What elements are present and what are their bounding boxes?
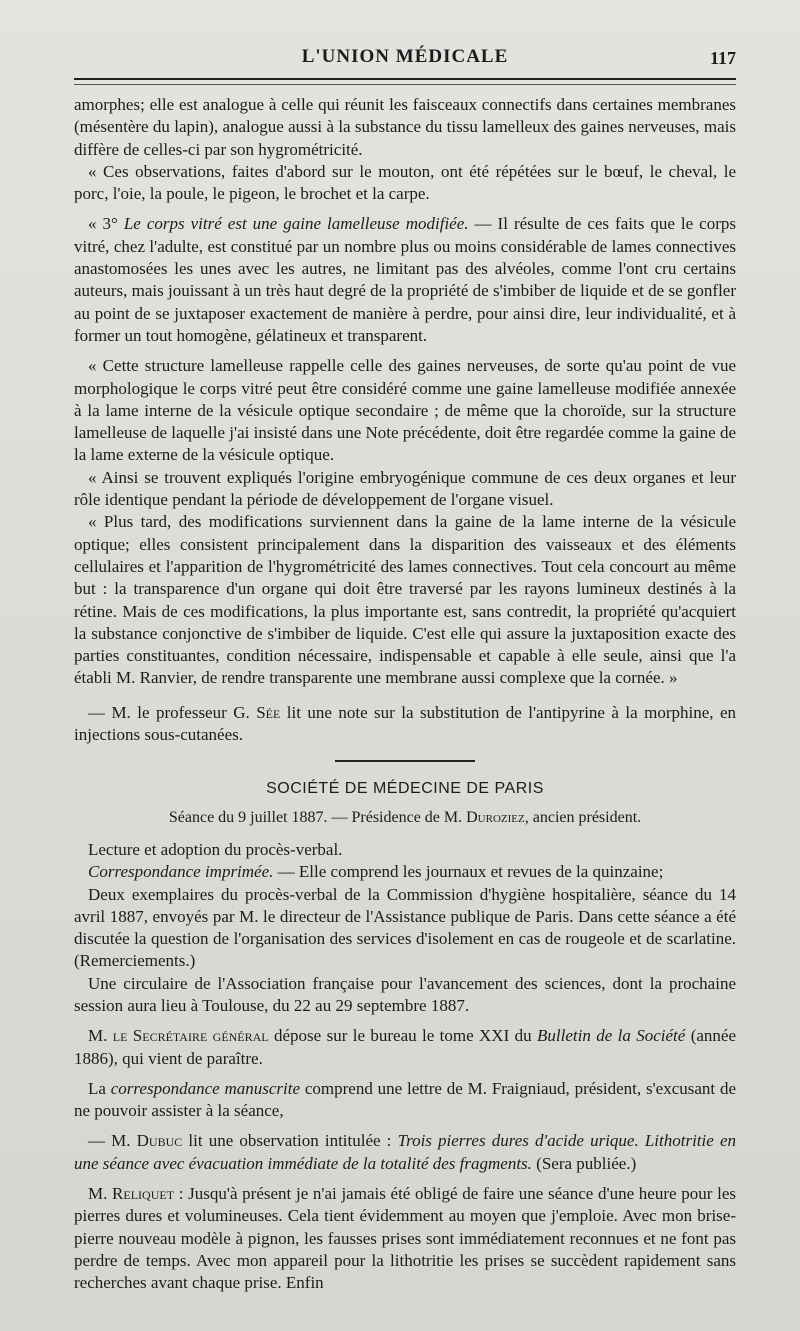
paragraph: Une circulaire de l'Association française pour l'avancement des sciences, dont la prochaine session aura lieu à Toulouse, du 22 au 29 septembre 1887. [74,973,736,1015]
text-run: Séance du 9 juillet 1887. — Présidence de M. [168,808,467,826]
paragraph: « Cette structure lamelleuse rappelle celle des gaines nerveuses, de sorte qu'au point de vue morphologique le corps vitré peut être considéré comme une gaine lamelleuse modifiée annexée à la lame interne de la vésicule optique secondaire ; de même que la choroïde, sur la structure lamelleuse de laquelle j'ai insisté dans une Note précédente, doit être regardée comme la gaine de la lame externe de la vésicule optique. [74,356,736,465]
section-divider [335,760,475,762]
article-body [74,94,736,1295]
author-name: Dubuc [136,1131,183,1151]
text-run: « 3° [88,214,124,234]
author-name: Sée [256,702,281,722]
paragraph: « Ainsi se trouvent expliqués l'origine embryogénique commune de ces deux organes et leur rôle identique pendant la période de développement de l'organe visuel. [74,467,736,510]
text-run: lit une observation intitulée : [182,1131,398,1151]
header-rule [74,78,736,80]
section-heading-italic: Le corps vitré est une gaine lamelleuse modifiée. [123,214,469,234]
journal-title: L'UNION MÉDICALE [301,46,509,67]
paragraph: Deux exemplaires du procès-verbal de la Commission d'hygiène hospitalière, séance du 14 avril 1887, envoyés par M. le directeur de l'Assistance publique de Paris. Dans cette séance a été discutée la question de l'organisation des services d'isolement en cas de rougeole et de scarlatine. (Remerciements.) [74,884,736,971]
society-title: SOCIÉTÉ DE MÉDECINE DE PARIS [266,780,544,798]
text-run: , ancien président. [524,808,642,826]
paragraph: « Ces observations, faites d'abord sur le mouton, ont été répétées sur le bœuf, le cheval, le porc, l'oie, la poule, le pigeon, le brochet et la carpe. [74,161,736,204]
text-run-italic: correspondance manuscrite [110,1078,301,1098]
header-rule-thin [74,84,736,85]
text-run: — M. le professeur G. [88,702,257,722]
secretary-title: le Secrétaire général [112,1026,269,1046]
running-head [74,44,736,72]
seance-line [74,807,736,829]
text-run: La [88,1078,111,1098]
president-name: Duroziez [466,808,525,826]
text-run: (Sera publiée.) [531,1153,637,1173]
text-run-italic: Bulletin de la Société [537,1026,686,1046]
text-run: — M. [88,1131,137,1151]
text-run: (année 1886), qui vient de paraître. [74,1026,736,1068]
paragraph [74,213,736,347]
text-run: comprend une lettre de M. Fraigniaud, président, s'excusant de ne pouvoir assister à la séance, [74,1078,736,1121]
text-run: — Elle comprend les journaux et revues de la quinzaine; [273,862,664,882]
paragraph [74,1025,736,1070]
paragraph [74,1130,736,1175]
paragraph: Lecture et adoption du procès-verbal. [88,839,343,859]
paragraph [74,861,736,883]
text-run: lit une note sur la substitution de l'antipyrine à la morphine, en injections sous-cutanées. [74,702,736,745]
text-run-italic: Correspondance imprimée. [88,862,274,882]
paragraph: « Plus tard, des modifications surviennent dans la gaine de la lame interne de la vésicule optique; elles consistent principalement dans la disparition des vaisseaux et des éléments cellulaires et l'apparition de l'hygrométricité des lames connectives. Tout cela concourt au même but : la transparence d'un organe qui doit être traversé par les rayons lumineux destinés à la rétine. Mais de ces modifications, la plus importante est, sans contredit, la propriété qu'acquiert la substance conjonctive de s'imbiber de liquide. C'est elle qui assure la juxtaposition exacte des parties constituantes, condition nécessaire, indispensable et capable à elle seule, ainsi que l'a établi M. Ranvier, de rendre transparente une membrane aussi complexe que la cornée. » [74,512,736,688]
paragraph [74,1078,736,1123]
text-run: : Jusqu'à présent je n'ai jamais été obligé de faire une séance d'une heure pour les pierres dures et volumineuses. Cela tient évidemment au moyen que j'emploie. Avec mon brise-pierre nouveau modèle à pignon, les fausses prises sont immédiatement reconnues et ne font pas perdre de temps. Avec mon appareil pour la lithotritie les prises se succèdent rapidement sans recherches avant chaque prise. Enfin [74,1184,736,1293]
text-run: dépose sur le bureau le tome XXI du [268,1026,537,1046]
paragraph [74,702,736,747]
paragraph: amorphes; elle est analogue à celle qui réunit les faisceaux connectifs dans certaines membranes (mésentère du lapin), analogue aussi à la substance du tissu lamelleux des gaines nerveuses, mais diffère de celles-ci par son hygrométricité. [74,95,736,159]
page-number: 117 [709,48,736,68]
text-run: — Il résulte de ces faits que le corps vitré, chez l'adulte, est constitué par un nombre plus ou moins considérable de lames connectives anastomosées les unes avec les autres, ne limitant pas des alvéoles, comme l'ont cru certains auteurs, mais jouissant à un très haut degré de la propriété de s'imbiber de liquide et de se gonfler au point de se juxtaposer exactement de manière à perdre, pour ainsi dire, leur individualité, et à former un tout homogène, gélatineux et transparent. [74,214,736,345]
text-run-italic: Trois pierres dures d'acide urique. Lithotritie en une séance avec évacuation immédiate de la totalité des fragments. [74,1131,736,1173]
text-run: M. [88,1026,113,1046]
paragraph [74,1183,736,1294]
speaker-name: M. Reliquet [88,1184,175,1204]
